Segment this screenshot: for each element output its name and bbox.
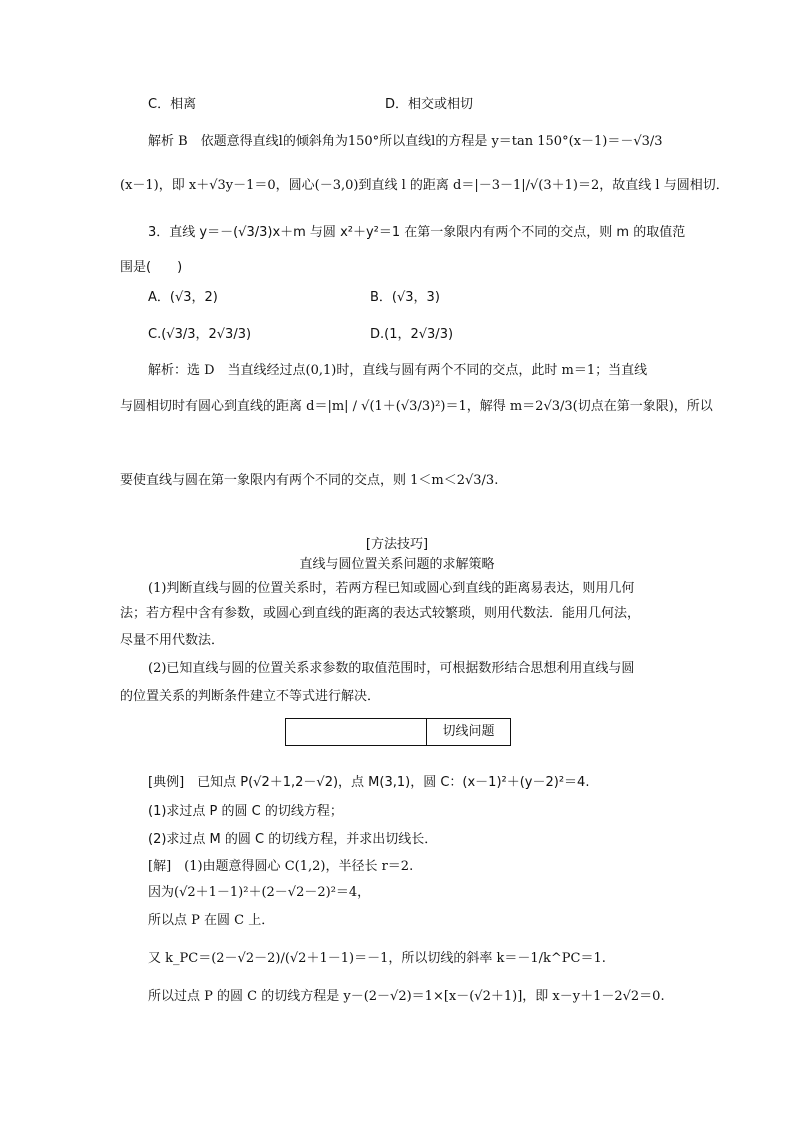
q3-stem-line-1: 3．直线 y＝－(√3/3)x＋m 与圆 x²＋y²＝1 在第一象限内有两个不同的交点，则 m 的取值范 (148, 225, 686, 240)
q3-solution-line-1: 解析：选 D 当直线经过点(0,1)时，直线与圆有两个不同的交点，此时 m＝1；当直线 (148, 363, 648, 378)
q3-option-d: D.(1，2√3/3) (370, 327, 454, 342)
q3-option-c: C.(√3/3，2√3/3) (148, 327, 252, 342)
q3-option-b: B．(√3，3) (370, 290, 440, 305)
method-tag: [方法技巧] (365, 537, 429, 552)
example-line-3: (2)求过点 M 的圆 C 的切线方程，并求出切线长． (148, 832, 438, 847)
example-line-1: [典例] 已知点 P(√2＋1,2－√2)，点 M(3,1)，圆 C：(x－1)²＋(y－2)²＝4. (148, 775, 590, 790)
q2-solution-line-2: (x－1)，即 x＋√3y－1＝0，圆心(－3,0)到直线 l 的距离 d＝|－3－1|/√(3＋1)＝2，故直线 l 与圆相切． (120, 178, 729, 193)
example-solution-line-3: 所以点 P 在圆 C 上． (148, 913, 275, 928)
method-p1-line-3: 尽量不用代数法． (120, 633, 225, 648)
q3-solution-line-2: 与圆相切时有圆心到直线的距离 d＝|m| / √(1＋(√3/3)²)＝1，解得 m＝2√3/3(切点在第一象限)，所以 (120, 399, 713, 414)
q2-solution-line-1: 解析 B 依题意得直线l的倾斜角为150°所以直线l的方程是 y＝tan 150°(x－1)＝－√3/3 (148, 134, 663, 149)
method-p1-line-1: (1)判断直线与圆的位置关系时，若两方程已知或圆心到直线的距离易表达，则用几何 (148, 581, 635, 596)
example-solution-line-1: [解] (1)由题意得圆心 C(1,2)，半径长 r＝2. (148, 859, 414, 874)
method-p2-line-2: 的位置关系的判断条件建立不等式进行解决． (120, 689, 381, 704)
method-title: 直线与圆位置关系问题的求解策略 (299, 557, 495, 572)
q2-option-c: C．相离 (148, 97, 197, 112)
example-solution-line-2: 因为(√2＋1－1)²＋(2－√2－2)²＝4， (148, 885, 371, 900)
section-header-blank-cell (286, 719, 427, 745)
q3-stem-line-2: 围是( ) (120, 260, 183, 275)
q3-option-a: A．(√3，2) (148, 290, 218, 305)
q3-solution-line-3: 要使直线与圆在第一象限内有两个不同的交点，则 1＜m＜2√3/3. (120, 473, 499, 488)
q2-option-d: D．相交或相切 (385, 97, 474, 112)
section-header-box (285, 718, 511, 746)
method-p1-line-2: 法；若方程中含有参数，或圆心到直线的距离的表达式较繁琐，则用代数法．能用几何法， (120, 606, 641, 621)
method-p2-line-1: (2)已知直线与圆的位置关系求参数的取值范围时，可根据数形结合思想利用直线与圆 (148, 661, 635, 676)
example-line-2: (1)求过点 P 的圆 C 的切线方程； (148, 804, 343, 819)
example-solution-line-4: 又 k_PC＝(2－√2－2)/(√2＋1－1)＝－1，所以切线的斜率 k＝－1/k^PC＝1. (148, 951, 606, 966)
section-header-title: 切线问题 (442, 724, 495, 739)
example-solution-line-5: 所以过点 P 的圆 C 的切线方程是 y－(2－√2)＝1×[x－(√2＋1)]，即 x－y＋1－2√2＝0. (148, 989, 665, 1004)
